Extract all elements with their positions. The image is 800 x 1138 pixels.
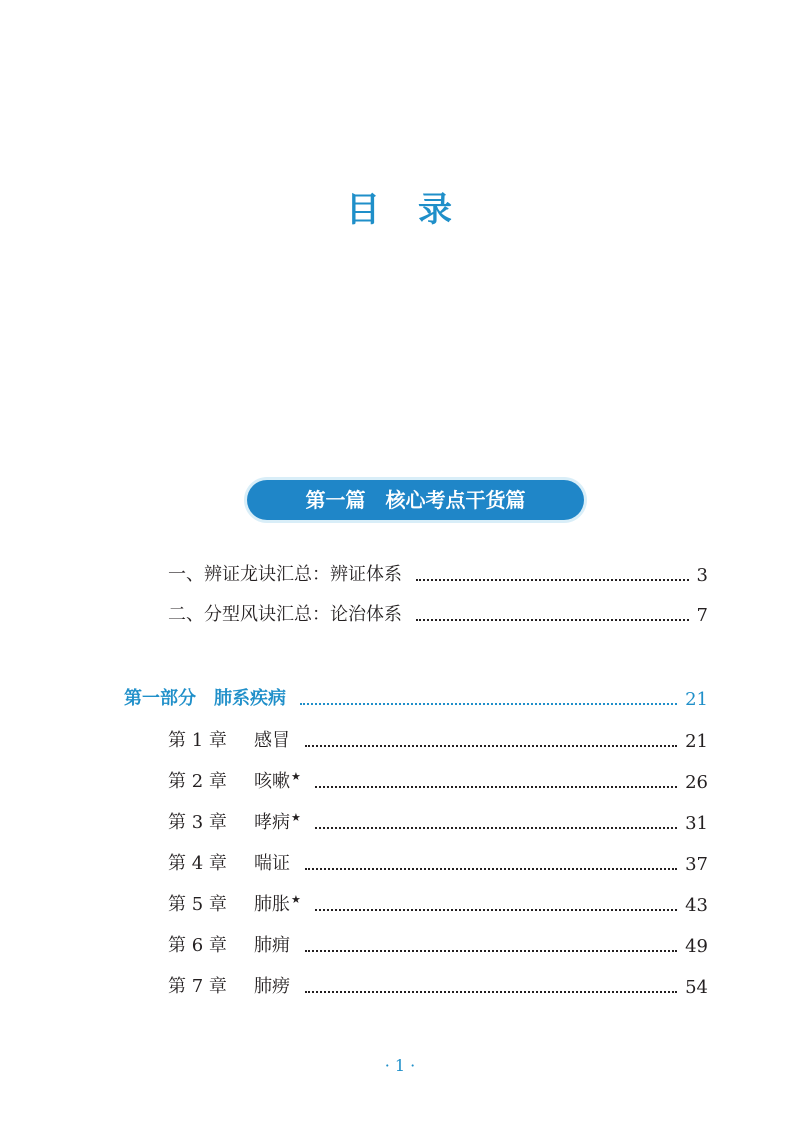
toc-chapter-1[interactable] <box>168 726 708 752</box>
chapter-name: 哮病 <box>254 812 290 833</box>
title-char-2: 录 <box>418 190 454 230</box>
chapter-page: 49 <box>685 936 708 957</box>
chapter-name: 肺痈 <box>254 935 290 956</box>
chapter-page: 31 <box>685 813 708 834</box>
chapter-name: 咳嗽 <box>254 771 290 792</box>
chapter-number: 第 5 章 <box>168 894 227 915</box>
toc-item-page: 3 <box>696 565 708 586</box>
chapter-number: 第 4 章 <box>168 853 227 874</box>
star-icon: ★ <box>291 893 301 906</box>
toc-item-label: 一、辨证龙诀汇总：辨证体系 <box>168 564 402 585</box>
chapter-page: 54 <box>685 977 708 998</box>
toc-intro-item-1[interactable] <box>168 560 708 586</box>
page-title <box>0 182 800 231</box>
chapter-number: 第 2 章 <box>168 771 227 792</box>
chapter-page: 26 <box>685 772 708 793</box>
toc-chapter-7[interactable] <box>168 972 708 998</box>
dot-leader <box>305 745 677 747</box>
toc-chapter-5[interactable] <box>168 890 708 916</box>
dot-leader <box>305 991 677 993</box>
chapter-number: 第 1 章 <box>168 730 227 751</box>
toc-item-page: 7 <box>696 605 708 626</box>
dot-leader <box>305 868 677 870</box>
star-icon: ★ <box>291 770 301 783</box>
section-banner: 第一篇 核心考点干货篇 <box>247 480 584 520</box>
chapter-number: 第 3 章 <box>168 812 227 833</box>
chapter-number: 第 6 章 <box>168 935 227 956</box>
dot-leader <box>300 703 677 705</box>
title-char-1: 目 <box>346 190 382 230</box>
toc-item-label: 二、分型风诀汇总：论治体系 <box>168 604 402 625</box>
chapter-name: 肺胀 <box>254 894 290 915</box>
dot-leader <box>305 950 677 952</box>
toc-chapter-3[interactable] <box>168 808 708 834</box>
page-number: · 1 · <box>384 1056 416 1075</box>
toc-chapter-2[interactable] <box>168 767 708 793</box>
chapter-page: 21 <box>685 731 708 752</box>
star-icon: ★ <box>291 811 301 824</box>
dot-leader <box>416 579 689 581</box>
chapter-name: 喘证 <box>254 853 290 874</box>
chapter-name: 感冒 <box>254 730 290 751</box>
toc-chapter-6[interactable] <box>168 931 708 957</box>
chapter-page: 37 <box>685 854 708 875</box>
dot-leader <box>315 786 677 788</box>
dot-leader <box>315 827 677 829</box>
toc-intro-item-2[interactable] <box>168 600 708 626</box>
toc-part-page: 21 <box>685 689 708 710</box>
toc-part-label: 第一部分 肺系疾病 <box>124 688 286 709</box>
chapter-name: 肺痨 <box>254 976 290 997</box>
chapter-number: 第 7 章 <box>168 976 227 997</box>
chapter-page: 43 <box>685 895 708 916</box>
toc-part-1[interactable] <box>124 684 708 710</box>
toc-chapter-4[interactable] <box>168 849 708 875</box>
dot-leader <box>315 909 677 911</box>
dot-leader <box>416 619 689 621</box>
